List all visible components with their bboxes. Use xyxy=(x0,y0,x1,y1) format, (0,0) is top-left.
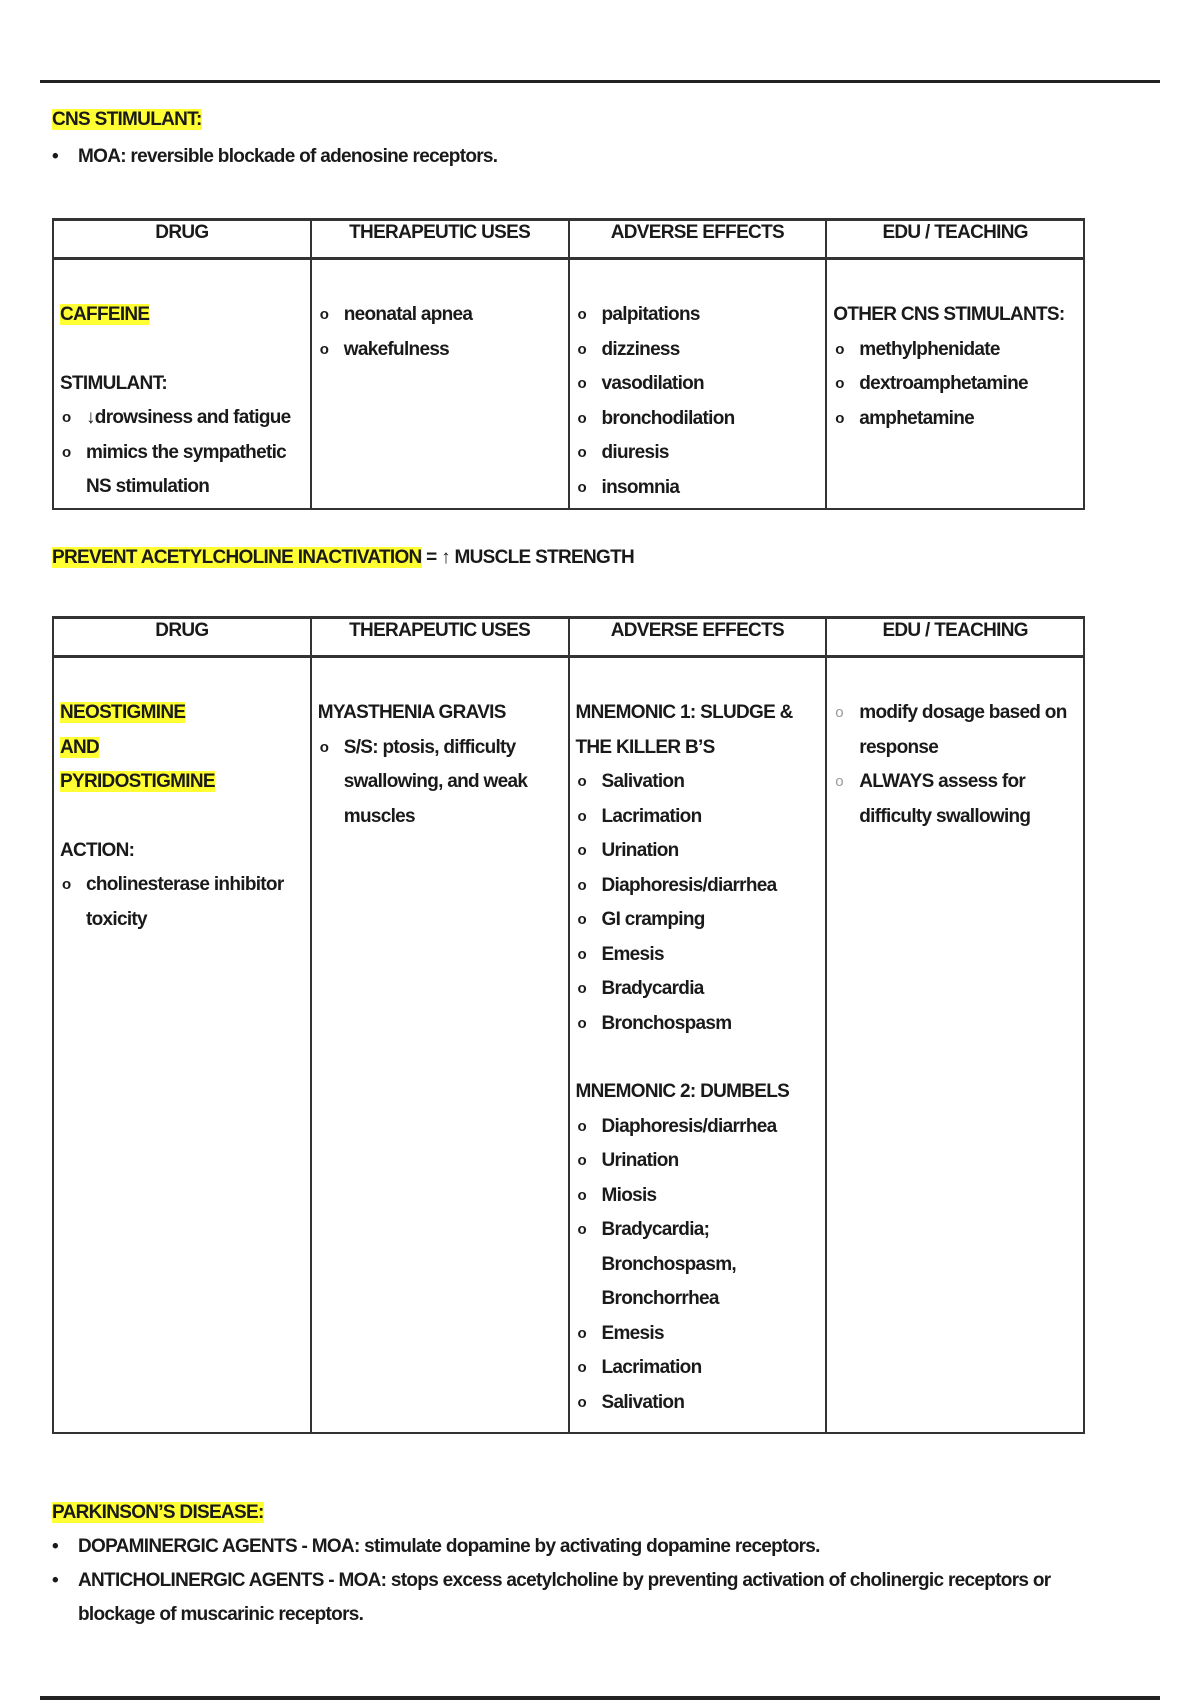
acetylcholine-table xyxy=(52,616,1085,1434)
col-header-uses: THERAPEUTIC USES xyxy=(311,618,569,657)
drug-cell xyxy=(53,657,311,1434)
bullet-item: • DOPAMINERGIC AGENTS - MOA: stimulate dopamine by activating dopamine receptors. xyxy=(52,1530,1112,1564)
list-item: o Salivation xyxy=(576,1386,820,1421)
list-item: o mimics the sympathetic NS stimulation xyxy=(60,436,304,505)
bullet-item: • ANTICHOLINERGIC AGENTS - MOA: stops excess acetylcholine by preventing activation of cholinergic receptors or blockage of muscarinic receptors. xyxy=(52,1564,1112,1632)
drug-subheading: ACTION: xyxy=(60,839,135,861)
uses-cell xyxy=(311,657,569,1434)
list-item: o cholinesterase inhibitor toxicity xyxy=(60,868,304,937)
list-item: o modify dosage based on response xyxy=(833,696,1077,765)
edu-subheading: OTHER CNS STIMULANTS: xyxy=(833,304,1065,325)
col-header-edu: EDU / TEACHING xyxy=(826,618,1084,657)
table-row xyxy=(53,657,1084,1434)
list-item: o Diaphoresis/diarrhea xyxy=(576,869,820,904)
col-header-uses: THERAPEUTIC USES xyxy=(311,220,569,259)
list-item: o Bradycardia xyxy=(576,972,820,1007)
uses-cell xyxy=(311,259,569,510)
list-item: o Lacrimation xyxy=(576,800,820,835)
list-item: o Lacrimation xyxy=(576,1351,820,1386)
list-item: o bronchodilation xyxy=(576,402,820,437)
list-item: o S/S: ptosis, difficulty swallowing, and weak muscles xyxy=(318,731,562,835)
mnemonic-2-title: MNEMONIC 2: DUMBELS xyxy=(575,1081,790,1102)
col-header-drug: DRUG xyxy=(53,618,311,657)
col-header-adverse: ADVERSE EFFECTS xyxy=(569,220,827,259)
table-header-row xyxy=(53,618,1084,657)
edu-cell xyxy=(826,657,1084,1434)
list-item: o dizziness xyxy=(576,333,820,368)
acetylcholine-heading: PREVENT ACETYLCHOLINE INACTIVATION = ↑ MUSCLE STRENGTH xyxy=(52,547,635,568)
list-item: o Salivation xyxy=(576,765,820,800)
list-item: o ↓drowsiness and fatigue xyxy=(60,401,304,436)
drug-name: NEOSTIGMINE AND PYRIDOSTIGMINE xyxy=(60,702,215,792)
list-item: o Miosis xyxy=(576,1179,820,1214)
parkinsons-heading: PARKINSON’S DISEASE: xyxy=(52,1502,264,1523)
drug-cell xyxy=(53,259,311,510)
list-item: o GI cramping xyxy=(576,903,820,938)
list-item: o ALWAYS assess for difficulty swallowing xyxy=(833,765,1077,834)
list-item: o palpitations xyxy=(576,298,820,333)
cns-stimulant-table xyxy=(52,218,1085,510)
col-header-drug: DRUG xyxy=(53,220,311,259)
bullet-item: • MOA: reversible blockade of adenosine receptors. xyxy=(52,140,1112,174)
edu-cell xyxy=(826,259,1084,510)
bottom-rule xyxy=(40,1696,1160,1700)
table-header-row xyxy=(53,220,1084,259)
adverse-cell xyxy=(569,259,827,510)
list-item: o Bronchospasm xyxy=(576,1007,820,1042)
list-item: o insomnia xyxy=(576,471,820,506)
list-item: o wakefulness xyxy=(318,333,562,368)
adverse-cell xyxy=(569,657,827,1434)
list-item: o Emesis xyxy=(576,938,820,973)
list-item: o dextroamphetamine xyxy=(833,367,1077,402)
col-header-adverse: ADVERSE EFFECTS xyxy=(569,618,827,657)
list-item: o Emesis xyxy=(576,1317,820,1352)
list-item: o Diaphoresis/diarrhea xyxy=(576,1110,820,1145)
list-item: o Urination xyxy=(576,834,820,869)
list-item: o amphetamine xyxy=(833,402,1077,437)
list-item: o Urination xyxy=(576,1144,820,1179)
table-row xyxy=(53,259,1084,510)
parkinsons-bullets xyxy=(52,1530,1112,1632)
col-header-edu: EDU / TEACHING xyxy=(826,220,1084,259)
list-item: o Bradycardia; Bronchospasm, Bronchorrhea xyxy=(576,1213,732,1317)
drug-subheading: STIMULANT: xyxy=(60,372,167,394)
uses-subheading: MYASTHENIA GRAVIS xyxy=(317,702,506,723)
cns-stimulant-heading: CNS STIMULANT: xyxy=(52,109,202,130)
mnemonic-1-title: MNEMONIC 1: SLUDGE & THE KILLER B’S xyxy=(575,702,793,758)
list-item: o methylphenidate xyxy=(833,333,1077,368)
list-item: o neonatal apnea xyxy=(318,298,562,333)
list-item: o vasodilation xyxy=(576,367,820,402)
top-rule xyxy=(40,80,1160,83)
list-item: o diuresis xyxy=(576,436,820,471)
cns-bullets xyxy=(52,140,1112,174)
drug-name: CAFFEINE xyxy=(60,304,150,325)
